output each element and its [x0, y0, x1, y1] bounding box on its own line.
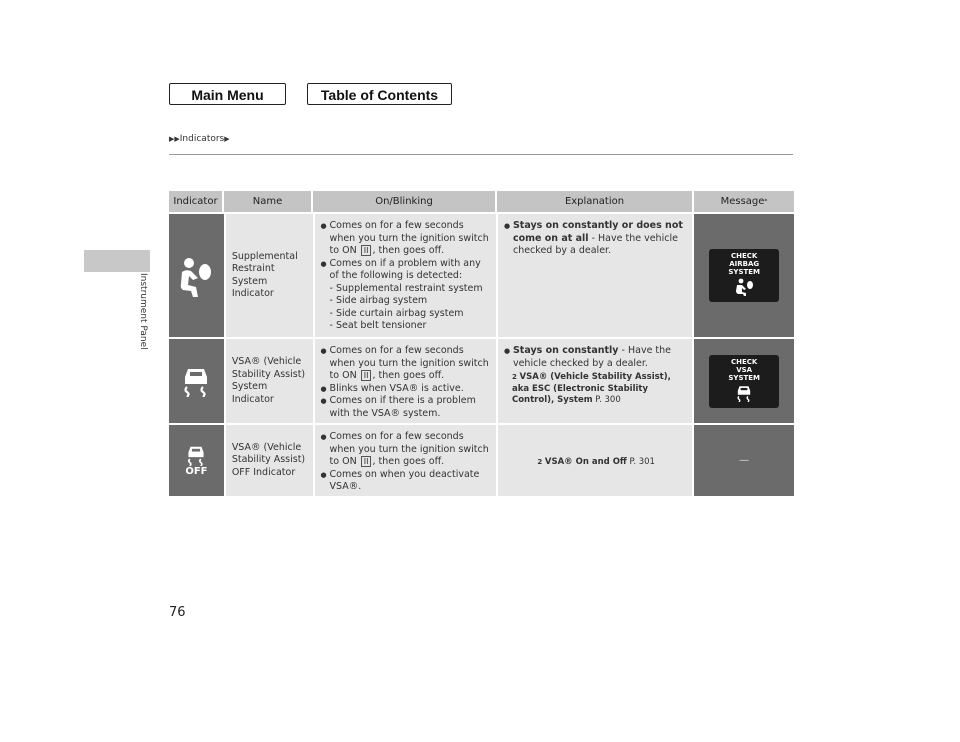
emphasis: Stays on constantly	[512, 345, 619, 356]
header-name: Name	[224, 191, 313, 212]
reference-title: VSA® (Vehicle Stability Assist), aka ESC (Electronic Stability Control), System	[511, 372, 671, 405]
list-item: ● Comes on if there is a problem with the VSA® system.	[321, 395, 492, 420]
table-of-contents-button[interactable]: Table of Contents	[307, 83, 452, 105]
reference-mark: 2	[537, 457, 543, 466]
row-explanation	[496, 425, 692, 496]
reference-page: P. 301	[629, 456, 655, 467]
vsa-car-icon	[185, 444, 207, 466]
list-subitem: - Side curtain airbag system	[329, 307, 464, 319]
check-airbag-message-display	[709, 249, 779, 302]
table-row	[169, 214, 794, 337]
list-item	[321, 220, 492, 258]
list-subitem: - Seat belt tensioner	[329, 320, 427, 331]
table-row	[169, 425, 794, 496]
header-message	[694, 191, 794, 212]
text: - Have the vehicle checked by a dealer.	[512, 232, 678, 256]
header-explanation: Explanation	[497, 191, 694, 212]
page-number: 76	[169, 605, 186, 620]
row-name: Supplemental Restraint System Indicator	[224, 214, 313, 337]
msg-line: AIRBAG	[729, 260, 760, 268]
list-item: ● Comes on when you deactivate VSA®.	[321, 469, 492, 494]
ignition-key-symbol: II	[361, 370, 372, 381]
side-tab	[84, 250, 150, 272]
text: , then goes off.	[372, 456, 445, 467]
row-on-blinking	[313, 339, 496, 423]
header-message-label: Message	[720, 196, 765, 207]
row-message	[692, 339, 794, 423]
list-subitem: - Side airbag system	[329, 295, 428, 306]
breadcrumb-arrows: ▶▶	[169, 135, 180, 143]
breadcrumb	[169, 134, 230, 144]
airbag-icon	[733, 278, 755, 296]
text: , then goes off.	[372, 245, 445, 256]
header-on-blinking: On/Blinking	[313, 191, 497, 212]
table-header	[169, 191, 794, 212]
table-row	[169, 339, 794, 423]
message-footnote-mark: *	[764, 198, 768, 205]
breadcrumb-end-arrow: ▶	[224, 135, 230, 143]
row-explanation	[496, 339, 692, 423]
list-item	[504, 345, 688, 370]
main-menu-button[interactable]: Main Menu	[169, 83, 286, 105]
text: Comes on for a few seconds when you turn the ignition switch to ON	[329, 220, 489, 256]
header-rule	[169, 154, 793, 155]
no-message-dash: —	[739, 455, 750, 466]
indicator-table	[169, 191, 794, 496]
list-item: ● Comes on if a problem with any of the following is detected:	[321, 258, 492, 283]
header-indicator: Indicator	[169, 191, 224, 212]
text: Comes on for a few seconds when you turn the ignition switch to ON	[329, 345, 489, 381]
cross-reference-link[interactable]	[504, 372, 688, 407]
list-item: ● Blinks when VSA® is active.	[321, 383, 492, 396]
vsa-indicator-icon	[169, 339, 224, 423]
ignition-key-symbol: II	[361, 245, 372, 256]
side-section-label: Instrument Panel	[138, 273, 148, 350]
msg-line: SYSTEM	[728, 373, 761, 382]
row-explanation	[496, 214, 692, 337]
list-subitem: - Supplemental restraint system	[329, 282, 483, 294]
row-message	[692, 214, 794, 337]
cross-reference-link[interactable]	[537, 457, 655, 469]
ignition-key-symbol: II	[361, 456, 372, 467]
row-name: VSA® (Vehicle Stability Assist) OFF Indicator	[224, 425, 313, 496]
msg-line: CHECK	[731, 357, 758, 366]
reference-mark: 2	[511, 373, 517, 381]
breadcrumb-indicators-link[interactable]: Indicators	[179, 134, 225, 144]
list-item	[321, 431, 492, 469]
row-on-blinking	[313, 214, 496, 337]
list-item	[504, 220, 688, 258]
airbag-indicator-icon	[169, 214, 224, 337]
vsa-icon	[735, 384, 753, 402]
row-name: VSA® (Vehicle Stability Assist) System Indicator	[224, 339, 313, 423]
list-item	[321, 345, 492, 383]
msg-line: CHECK	[731, 252, 758, 260]
text: , then goes off.	[372, 370, 445, 381]
row-on-blinking	[313, 425, 496, 496]
text: - Have the vehicle checked by a dealer.	[512, 345, 672, 369]
reference-title: VSA® On and Off	[544, 456, 627, 467]
check-vsa-message-display	[709, 355, 779, 408]
msg-line: SYSTEM	[728, 268, 761, 276]
row-message	[692, 425, 794, 496]
reference-page: P. 300	[595, 395, 621, 405]
vsa-off-indicator-icon	[169, 425, 224, 496]
msg-line: VSA	[736, 365, 753, 374]
emphasis: Stays on constantly or does not come on at all	[512, 220, 683, 244]
text: Comes on for a few seconds when you turn the ignition switch to ON	[329, 431, 489, 467]
off-icon-text: OFF	[185, 466, 208, 477]
